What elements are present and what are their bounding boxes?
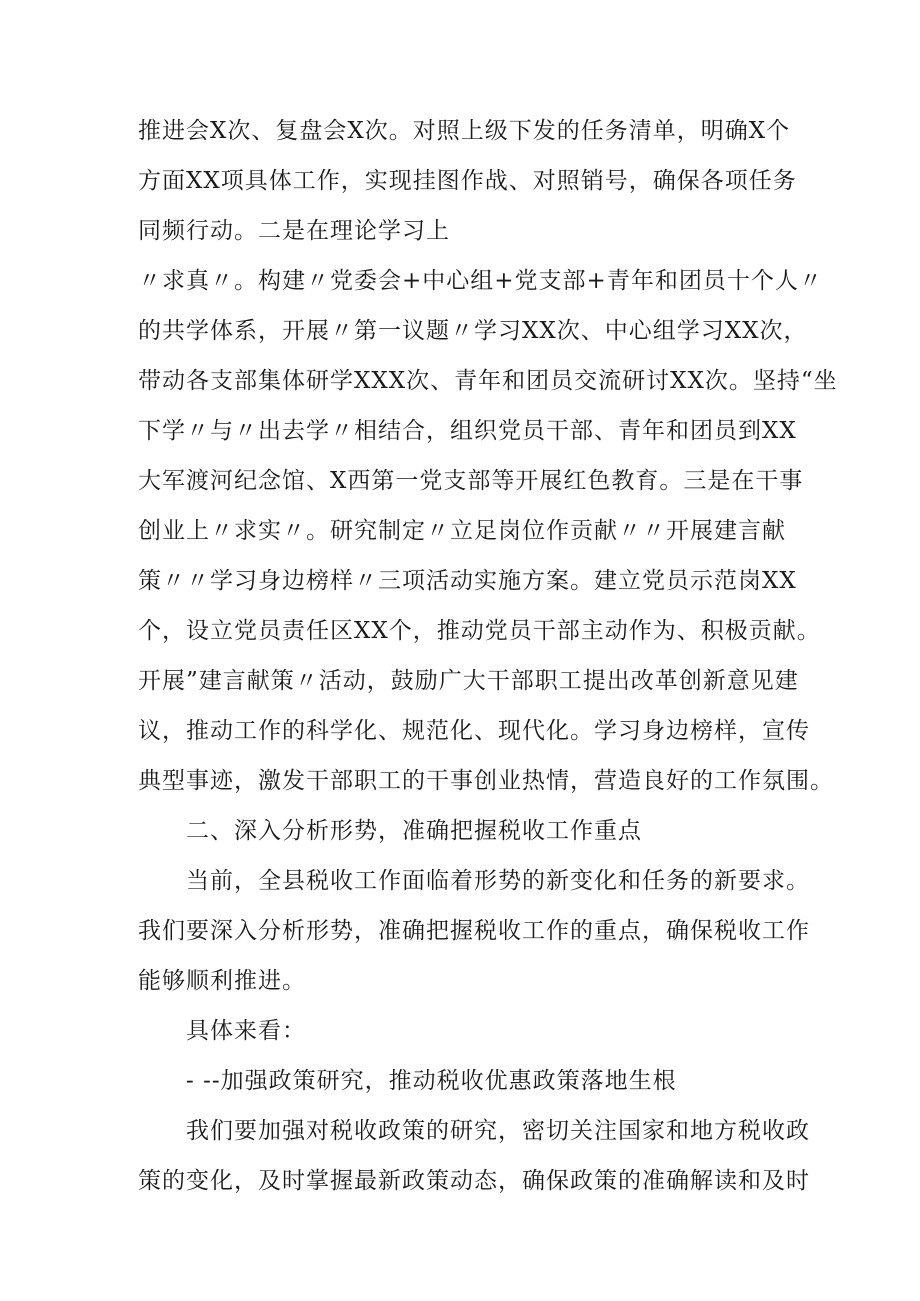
text-line: 的共学体系，开展〃第一议题〃学习XX次、中心组学习XX次， — [138, 318, 808, 344]
text-line: 策的变化，及时掌握最新政策动态，确保政策的准确解读和及时 — [138, 1168, 810, 1194]
text-line: 〃求真〃。构建〃党委会+中心组+党支部+青年和团员十个人〃 — [138, 268, 823, 294]
text-line: 典型事迹，激发干部职工的干事创业热情，营造良好的工作氛围。 — [138, 768, 834, 794]
subsection-heading: - --加强政策研究，推动税收优惠政策落地生根 — [186, 1068, 677, 1094]
text-line: 同频行动。二是在理论学习上 — [138, 218, 450, 244]
text-line: 策〃〃学习身边榜样〃三项活动实施方案。建立党员示范岗XX — [138, 568, 797, 594]
text-line: 我们要深入分析形势，准确把握税收工作的重点，确保税收工作 — [138, 918, 810, 944]
text-line: 大军渡河纪念馆、X西第一党支部等开展红色教育。三是在干事 — [138, 468, 804, 494]
text-line: 开展”建言献策〃活动，鼓励广大干部职工提出改革创新意见建 — [138, 668, 799, 694]
text-line: 具体来看： — [186, 1018, 306, 1044]
text-line: 创业上〃求实〃。研究制定〃立足岗位作贡献〃〃开展建言献 — [138, 518, 786, 544]
text-line: 我们要加强对税收政策的研究，密切关注国家和地方税收政 — [186, 1118, 810, 1144]
text-line: 个，设立党员责任区XX个，推动党员干部主动作为、积极贡献。 — [138, 618, 821, 644]
text-line: 议，推动工作的科学化、规范化、现代化。学习身边榜样，宣传 — [138, 718, 810, 744]
text-line: 推进会X次、复盘会X次。对照上级下发的任务清单，明确X个 — [138, 118, 791, 144]
text-line: 当前，全县税收工作面临着形势的新变化和任务的新要求。 — [186, 868, 810, 894]
text-line: 能够顺利推进。 — [138, 968, 306, 994]
text-line: 方面XX项具体工作，实现挂图作战、对照销号，确保各项任务 — [138, 168, 797, 194]
text-line: 带动各支部集体研学XXX次、青年和团员交流研讨XX次。坚持“坐 — [138, 368, 838, 394]
text-line: 下学〃与〃出去学〃相结合，组织党员干部、青年和团员到XX — [138, 418, 797, 444]
section-heading: 二、深入分析形势，准确把握税收工作重点 — [186, 818, 642, 844]
